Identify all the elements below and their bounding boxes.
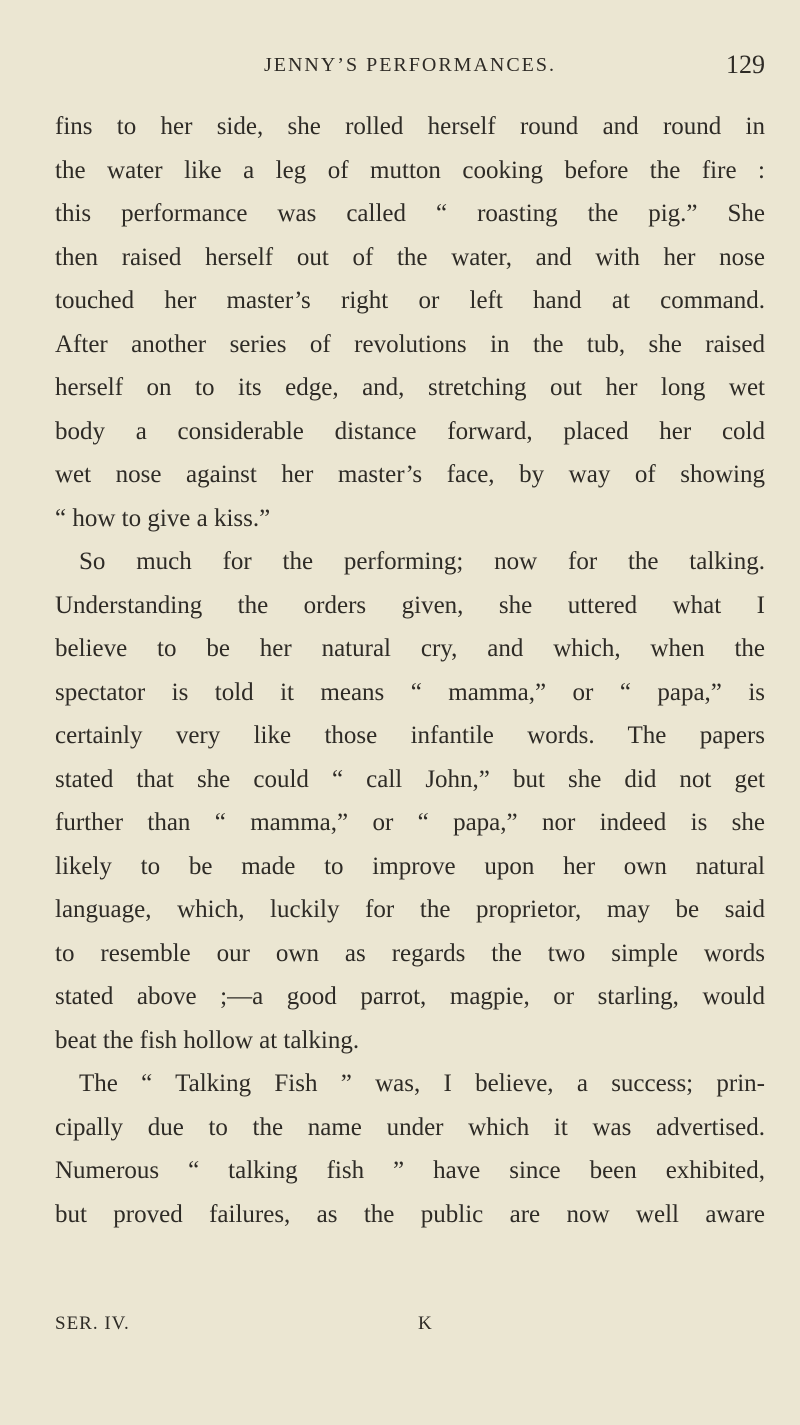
- text-line: fins to her side, she rolled herself round and round in: [55, 113, 765, 140]
- text-line: language, which, luckily for the proprietor, may be said: [55, 896, 765, 923]
- text-line: then raised herself out of the water, and with her nose: [55, 243, 765, 271]
- running-head: [55, 48, 765, 88]
- running-title: JENNY’S PERFORMANCES.: [263, 54, 557, 76]
- text-line: spectator is told it means “ mamma,” or “ papa,” is: [55, 678, 765, 706]
- text-line: Understanding the orders given, she uttered what I: [55, 591, 765, 619]
- page-number: 129: [726, 50, 765, 79]
- text-line: After another series of revolutions in the tub, she raised: [55, 330, 765, 358]
- text-line: to resemble our own as regards the two simple words: [55, 939, 765, 967]
- text-line: The “ Talking Fish ” was, I believe, a success; prin-: [79, 1070, 765, 1097]
- text-line: further than “ mamma,” or “ papa,” nor indeed is she: [55, 809, 765, 836]
- text-line: cipally due to the name under which it was advertised.: [55, 1113, 765, 1141]
- text-line: stated that she could “ call John,” but she did not get: [55, 765, 765, 793]
- text-line: stated above ;—a good parrot, magpie, or starling, would: [55, 983, 765, 1010]
- series-mark: SER. IV.: [55, 1313, 130, 1334]
- text-line: Numerous “ talking fish ” have since been exhibited,: [55, 1157, 765, 1184]
- text-line: “ how to give a kiss.”: [55, 504, 271, 532]
- text-line: body a considerable distance forward, placed her cold: [55, 417, 765, 445]
- text-line: certainly very like those infantile words. The papers: [55, 722, 765, 749]
- text-line: believe to be her natural cry, and which, when the: [55, 635, 765, 662]
- body-text: [55, 105, 765, 1236]
- text-line: So much for the performing; now for the talking.: [79, 548, 765, 575]
- signature-mark: K: [418, 1313, 433, 1334]
- text-line: this performance was called “ roasting the pig.” She: [55, 200, 765, 227]
- text-line: likely to be made to improve upon her own natural: [55, 852, 765, 880]
- text-line: but proved failures, as the public are now well aware: [55, 1200, 765, 1228]
- text-line: touched her master’s right or left hand at command.: [55, 287, 765, 314]
- text-line: wet nose against her master’s face, by way of showing: [55, 461, 765, 488]
- text-line: beat the fish hollow at talking.: [55, 1026, 360, 1054]
- text-line: the water like a leg of mutton cooking before the fire :: [55, 156, 765, 184]
- text-line: herself on to its edge, and, stretching out her long wet: [55, 374, 765, 401]
- page-footer: [55, 1313, 765, 1343]
